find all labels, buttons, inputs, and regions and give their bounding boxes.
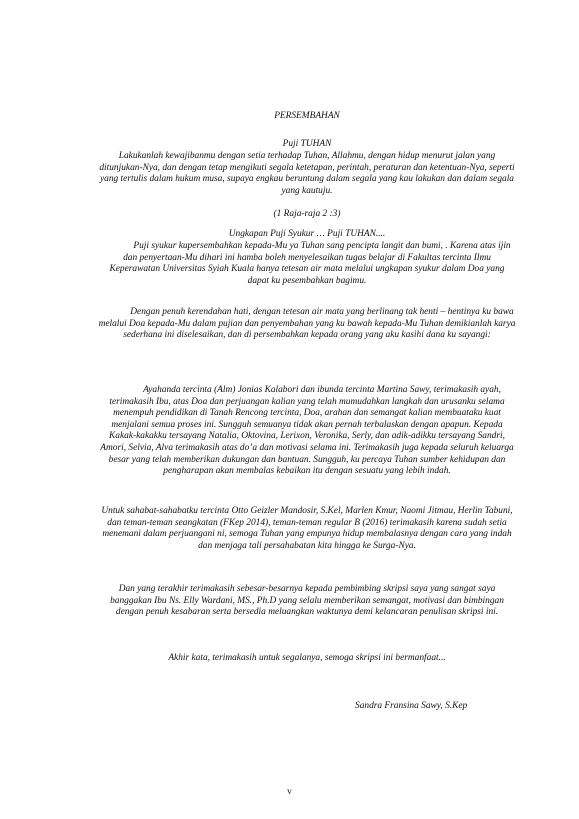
advisor-paragraph: Dan yang terakhir terimakasih sebesar-besarnya kepada pembimbing skripsi saya yang sangat saya banggakan Ibu Ns. Elly Wardani, MS., Ph.D yang selalu memberikan semangat, motivasi dan bimbingan dengan penuh kesabaran serta bersedia meluangkan waktunya demi kelancaran penulisan skripsi ini.	[110, 584, 504, 618]
bible-reference: (1 Raja-raja 2 :3)	[273, 209, 341, 219]
family-text: Ayahanda tercinta (Alm) Jonias Kalabori dan ibunda tercinta Martina Sawy, terimakasih ayah, terimakasih Ibu, atas Doa dan perjuangan kalian yang telah mumudahkan langkah dan urusanku selama menempuh pendidikan di Tanah Rencong tercinta, Doa, arahan dan semangat kalian membuataku kuat menjalani semua proses ini. Sungguh semuanya tidak akan pernah terbalaskan dengan apapun. Kepada Kakak-kakakku tersayang Natalia, Oktovina, Lerixon, Veronika, Serly, dan adik-adikku tersayang Sandri, Amori, Selvia, Alva terimakasih atas do’a dan motivasi selama ini. Terimakasih juga kepada seluruh keluarga besar yang telah memberikan dukungan dan bantuan. Sungguh, ku percaya Tuhan sumber kehidupan dan pengharapan akan membalas kebaikan itu dengan sesuatu yang lebih indah.	[100, 385, 514, 477]
page-number: v	[287, 787, 292, 797]
puji-heading: Puji TUHAN	[282, 139, 332, 149]
friends-paragraph: Untuk sahabat-sahabatku tercinta Otto Geizler Mandosir, S.Kel, Marlen Kmur, Naomi Jitmau, Herlin Tabuni, dan teman-teman seangkatan (FKep 2014), teman-teman regular B (2016) terimakasih karena sudah setia menemani dalam perjuangani ni, semoga Tuhan yang empunya hidup membalasnya dengan cara yang indah dan menjaga tali persahabatan kita hingga ke Surga-Nya.	[101, 506, 513, 551]
syukur-paragraph	[98, 241, 516, 287]
syukur-text: Puji syukur kupersembahkan kepada-Mu ya Tuhan sang pencipta langit dan bumi, . Karena atas ijin dan penyertaan-Mu dihari ini hamba boleh menyelesaikan tugas belajar di Fakultas tercinta Ilmu Keperawatan Universitas Syiah Kuala hanya tetesan air mata melalui ungkapan syukur dalam Doa yang dapat ku pesembahkan bagimu.	[109, 241, 511, 286]
page-title: PERSEMBAHAN	[274, 111, 340, 121]
author-signature: Sandra Fransina Sawy, S.Kep	[355, 701, 468, 711]
dedication-paragraph	[98, 307, 516, 342]
dedication-text: Dengan penuh kerendahan hati, dengan tetesan air mata yang berlinang tak henti – hentinya ku bawa melalui Doa kepada-Mu dalam pujian dan penyembahan yang ku bawah kepada-Mu Tuhan demikianlah karya sederhana ini diselesaikan, dan di persembahkan kepada orang yang aku kasihi dana ku sayangi:	[98, 307, 516, 341]
bible-quote: Lakukanlah kewajibanmu dengan setia terhadap Tuhan, Allahmu, dengan hidup menurut jalan yang ditunjukan-Nya, dan dengan tetap mengikuti segala ketetapan, perintah, peraturan dan ketentuan-Nya, seperti yang tertulis dalam hukum musa, supaya engkau beruntung dalam segala yang kau lakukan dan dalam segala yang kautuju.	[99, 151, 515, 196]
syukur-heading: Ungkapan Puji Syukur … Puji TUHAN....	[228, 229, 386, 239]
family-paragraph	[98, 385, 516, 478]
closing-line: Akhir kata, terimakasih untuk segalanya, semoga skripsi ini bermanfaat...	[168, 653, 446, 663]
